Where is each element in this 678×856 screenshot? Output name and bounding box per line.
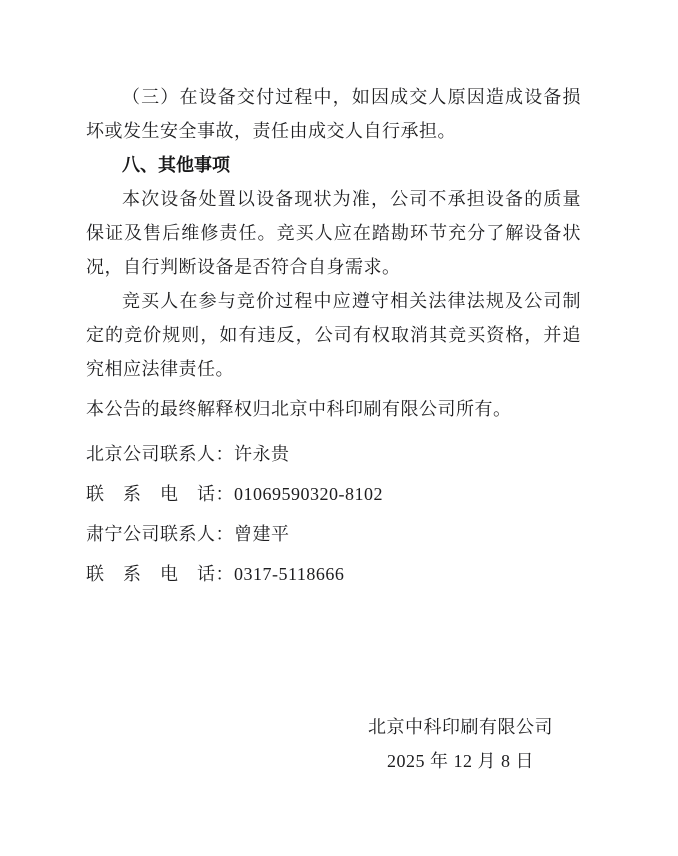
contact-label: 联 系 电 话： (86, 484, 234, 504)
contact-line-suning-person (86, 514, 581, 554)
signature-company: 北京中科印刷有限公司 (368, 717, 553, 737)
contact-value: 许永贵 (234, 444, 290, 464)
signature-block (368, 710, 553, 778)
contact-value: 曾建平 (234, 524, 290, 544)
contact-line-beijing-person (86, 434, 581, 474)
contact-list (86, 434, 581, 594)
contact-value: 0317-5118666 (234, 564, 345, 584)
signature-date: 2025 年 12 月 8 日 (387, 751, 534, 771)
contact-label: 北京公司联系人： (86, 444, 234, 464)
paragraph-delivery-liability: （三）在设备交付过程中，如因成交人原因造成设备损坏或发生安全事故，责任由成交人自行承担。 (86, 87, 581, 141)
paragraph-as-is-condition: 本次设备处置以设备现状为准，公司不承担设备的质量保证及售后维修责任。竞买人应在踏勘环节充分了解设备状况，自行判断设备是否符合自身需求。 (86, 189, 581, 277)
paragraph-bidding-rules: 竞买人在参与竞价过程中应遵守相关法律法规及公司制定的竞价规则，如有违反，公司有权取消其竞买资格，并追究相应法律责任。 (86, 291, 581, 379)
contact-label: 联 系 电 话： (86, 564, 234, 584)
section-heading-other-matters: 八、其他事项 (122, 155, 230, 175)
contact-line-suning-phone (86, 554, 581, 594)
paragraph-final-interpretation: 本公告的最终解释权归北京中科印刷有限公司所有。 (86, 399, 512, 419)
contact-label: 肃宁公司联系人： (86, 524, 234, 544)
contact-line-beijing-phone (86, 474, 581, 514)
contact-value: 01069590320-8102 (234, 484, 383, 504)
